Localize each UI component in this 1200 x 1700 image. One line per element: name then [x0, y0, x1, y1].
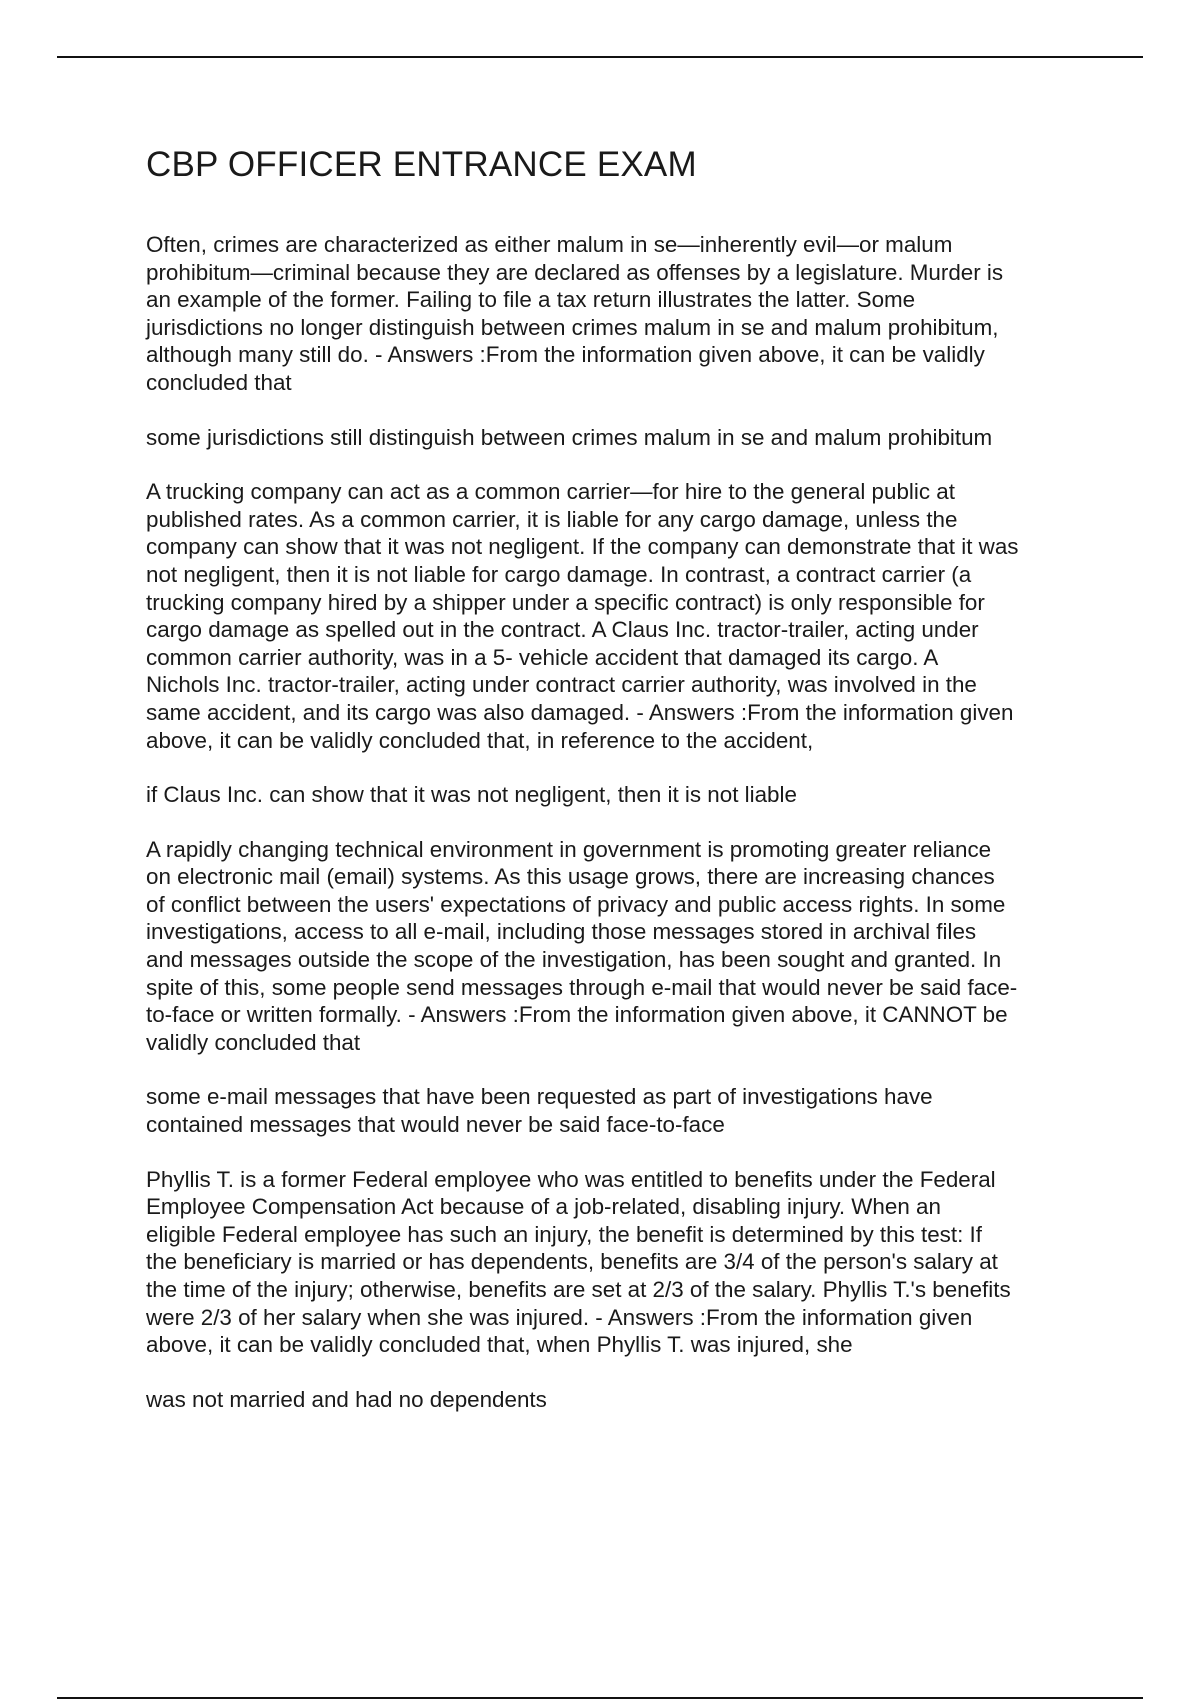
- question-text: A trucking company can act as a common carrier—for hire to the general public at published rates. As a common carrier, it is liable for any cargo damage, unless the company can show that it was not negligent. If the company can demonstrate that it was not negligent, then it is not liable for cargo damage. In contrast, a contract carrier (a trucking company hired by a shipper under a specific contract) is only responsible for cargo damage as spelled out in the contract. A Claus Inc. tractor-trailer, acting under common carrier authority, was in a 5- vehicle accident that damaged its cargo. A Nichols Inc. tractor-trailer, acting under contract carrier authority, was involved in the same accident, and its cargo was also damaged. - Answers :From the information given above, it can be validly concluded that, in reference to the accident,: [146, 479, 1019, 753]
- qa-item-3: [146, 836, 1096, 1139]
- document-page: [146, 138, 1096, 1413]
- question-text: Phyllis T. is a former Federal employee who was entitled to benefits under the Federal Employee Compensation Act because of a job-related, disabling injury. When an eligible Federal employee has such an injury, the benefit is determined by this test: If the beneficiary is married or has dependents, benefits are 3/4 of the person's salary at the time of the injury; otherwise, benefits are set at 2/3 of the salary. Phyllis T.'s benefits were 2/3 of her salary when she was injured. - Answers :From the information given above, it can be validly concluded that, when Phyllis T. was injured, she: [146, 1166, 1011, 1358]
- qa-item-4: [146, 1166, 1096, 1414]
- bottom-rule: [57, 1697, 1143, 1699]
- answer-text: was not married and had no dependents: [146, 1386, 547, 1412]
- qa-item-1: [146, 231, 1096, 451]
- question-text: A rapidly changing technical environment in government is promoting greater reliance on electronic mail (email) systems. As this usage grows, there are increasing chances of conflict between the users' expectations of privacy and public access rights. In some investigations, access to all e-mail, including those messages stored in archival files and messages outside the scope of the investigation, has been sought and granted. In spite of this, some people send messages through e-mail that would never be said face- to-face or written formally. - Answers :From the information given above, it CANNOT be validly concluded that: [146, 836, 1018, 1055]
- answer-text: some jurisdictions still distinguish between crimes malum in se and malum prohibitum: [146, 424, 993, 450]
- answer-text: some e-mail messages that have been requested as part of investigations have contained messages that would never be said face-to-face: [146, 1084, 933, 1138]
- qa-item-2: [146, 478, 1096, 809]
- top-rule: [57, 56, 1143, 58]
- question-text: Often, crimes are characterized as either malum in se—inherently evil—or malum prohibitum—criminal because they are declared as offenses by a legislature. Murder is an example of the former. Failing to file a tax return illustrates the latter. Some jurisdictions no longer distinguish between crimes malum in se and malum prohibitum, although many still do. - Answers :From the information given above, it can be validly concluded that: [146, 232, 1004, 395]
- page-title: CBP OFFICER ENTRANCE EXAM: [146, 145, 697, 184]
- answer-text: if Claus Inc. can show that it was not negligent, then it is not liable: [146, 782, 797, 808]
